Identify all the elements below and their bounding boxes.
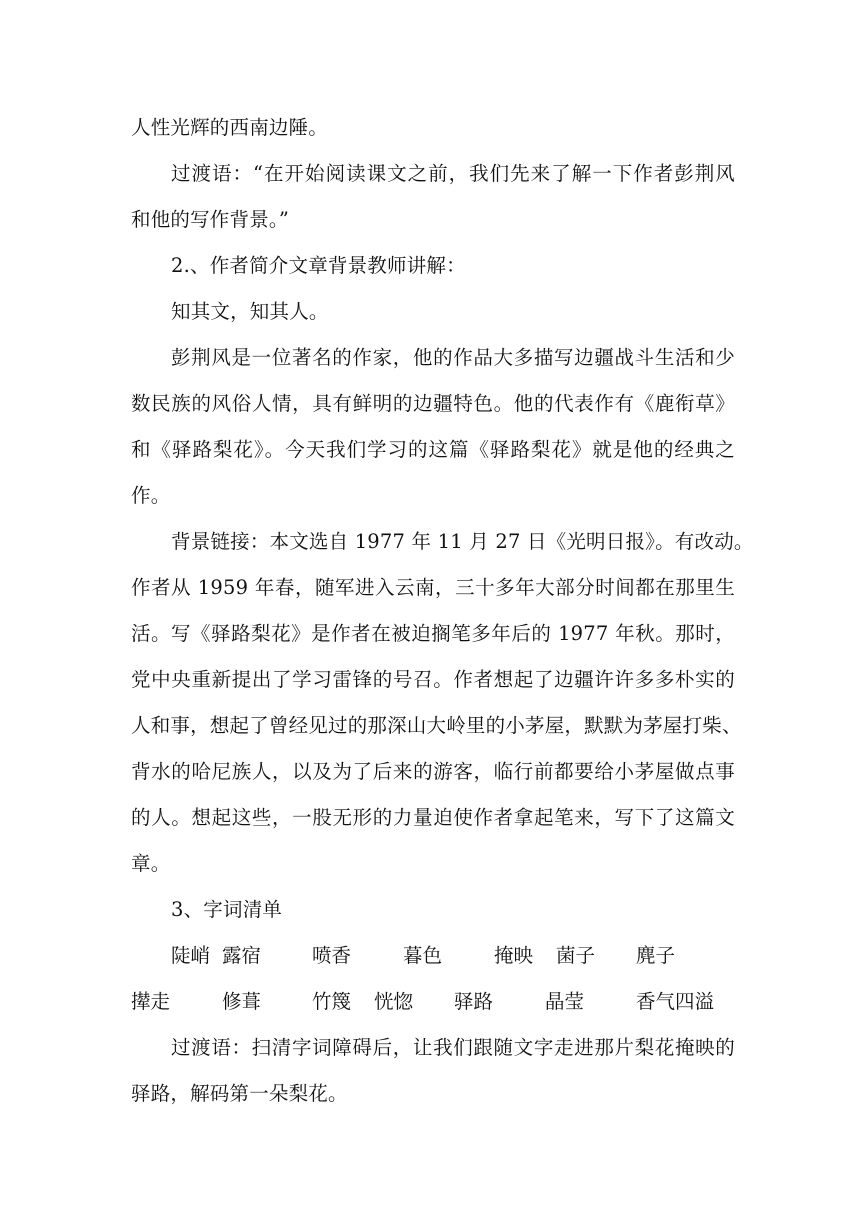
- vocab-word: 露宿: [222, 944, 262, 967]
- vocab-word: 撵走: [131, 990, 171, 1013]
- vocab-word: 菌子: [556, 944, 596, 967]
- vocab-word: 掩映: [494, 944, 534, 967]
- paragraph-line: 作者从 1959 年春，随军进入云南，三十多年大部分时间都在那里生: [131, 576, 735, 599]
- paragraph-line: 党中央重新提出了学习雷锋的号召。作者想起了边疆许许多多朴实的: [131, 668, 735, 691]
- paragraph-line: 和《驿路梨花》。今天我们学习的这篇《驿路梨花》就是他的经典之: [131, 438, 735, 461]
- paragraph-line: 和他的写作背景。”: [131, 208, 290, 231]
- paragraph-line: 背水的哈尼族人，以及为了后来的游客，临行前都要给小茅屋做点事: [131, 760, 735, 783]
- vocab-word: 喷香: [312, 944, 352, 967]
- transition-line: 过渡语：“在开始阅读课文之前，我们先来了解一下作者彭荆风: [171, 162, 735, 185]
- paragraph-line: 活。写《驿路梨花》是作者在被迫搁笔多年后的 1977 年秋。那时，: [131, 622, 735, 645]
- vocab-word: 竹篾: [312, 990, 352, 1013]
- paragraph-line: 数民族的风俗人情，具有鲜明的边疆特色。他的代表作有《鹿衔草》: [131, 392, 735, 415]
- vocab-word: 修葺: [222, 990, 262, 1013]
- paragraph-line: 的人。想起这些，一股无形的力量迫使作者拿起笔来，写下了这篇文: [131, 806, 735, 829]
- paragraph-line: 章。: [131, 852, 171, 875]
- vocab-word: 晶莹: [545, 990, 585, 1013]
- background-link-line: 背景链接：本文选自 1977 年 11 月 27 日《光明日报》。有改动。: [171, 530, 754, 553]
- section-heading: 2.、作者简介文章背景教师讲解：: [171, 254, 466, 277]
- paragraph-line: 作。: [131, 484, 171, 507]
- section-heading: 3、字词清单: [171, 898, 283, 921]
- paragraph-line: 彭荆风是一位著名的作家，他的作品大多描写边疆战斗生活和少: [171, 346, 735, 369]
- vocab-word: 香气四溢: [636, 990, 715, 1013]
- paragraph-line: 知其文，知其人。: [171, 300, 329, 323]
- vocab-word: 恍惚: [374, 990, 414, 1013]
- paragraph-line: 人和事，想起了曾经见过的那深山大岭里的小茅屋，默默为茅屋打柴、: [131, 714, 742, 737]
- vocab-word: 驿路: [454, 990, 494, 1013]
- paragraph-line: 驿路，解码第一朵梨花。: [131, 1082, 348, 1105]
- vocab-word: 麂子: [636, 944, 676, 967]
- vocab-word: 暮色: [403, 944, 443, 967]
- vocab-row: [0, 944, 860, 968]
- paragraph-line: 人性光辉的西南边陲。: [131, 116, 329, 139]
- transition-line: 过渡语：扫清字词障碍后，让我们跟随文字走进那片梨花掩映的: [171, 1036, 735, 1059]
- vocab-word: 陡峭: [171, 944, 211, 967]
- vocab-row: [0, 990, 860, 1014]
